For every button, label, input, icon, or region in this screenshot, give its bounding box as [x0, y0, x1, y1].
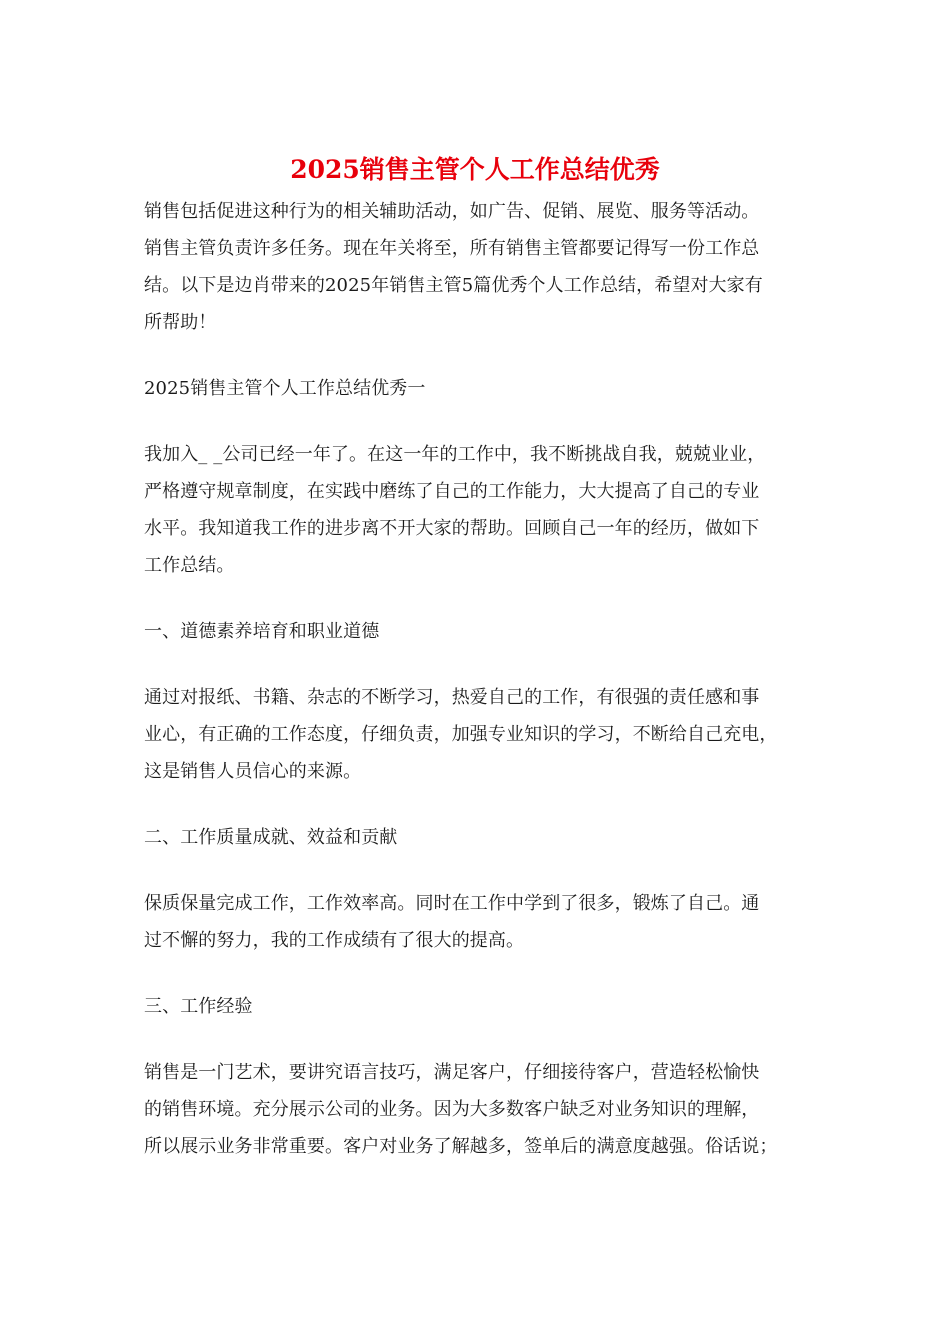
text-line: 三、工作经验 — [144, 996, 253, 1017]
text-line: 水平。我知道我工作的进步离不开大家的帮助。回顾自己一年的经历，做如下 — [144, 518, 760, 539]
text-line: 过不懈的努力，我的工作成绩有了很大的提高。 — [144, 930, 525, 951]
text-line: 业心，有正确的工作态度，仔细负责，加强专业知识的学习，不断给自己充电， — [144, 724, 778, 745]
text-line: 我加入_ _公司已经一年了。在这一年的工作中，我不断挑战自我，兢兢业业， — [144, 444, 766, 465]
text-line: 销售包括促进这种行为的相关辅助活动，如广告、促销、展览、服务等活动。 — [144, 201, 760, 222]
text-line: 工作总结。 — [144, 555, 235, 576]
document-title: 2025销售主管个人工作总结优秀 — [290, 155, 660, 184]
text-line: 保质保量完成工作，工作效率高。同时在工作中学到了很多，锻炼了自己。通 — [144, 893, 760, 914]
text-line: 一、道德素养培育和职业道德 — [144, 621, 380, 642]
section-heading — [144, 613, 808, 650]
body-paragraph — [144, 436, 808, 584]
text-line: 销售是一门艺术，要讲究语言技巧，满足客户，仔细接待客户，营造轻松愉快 — [144, 1062, 760, 1083]
text-line: 2025销售主管个人工作总结优秀一 — [144, 378, 426, 399]
text-line: 通过对报纸、书籍、杂志的不断学习，热爱自己的工作，有很强的责任感和事 — [144, 687, 760, 708]
body-paragraph — [144, 1054, 808, 1165]
text-line: 二、工作质量成就、效益和贡献 — [144, 827, 398, 848]
text-line: 所帮助！ — [144, 312, 217, 333]
text-line: 所以展示业务非常重要。客户对业务了解越多，签单后的满意度越强。俗话说； — [144, 1136, 778, 1157]
text-line: 结。以下是边肖带来的2025年销售主管5篇优秀个人工作总结，希望对大家有 — [144, 275, 763, 296]
text-line: 这是销售人员信心的来源。 — [144, 761, 362, 782]
body-paragraph — [144, 885, 808, 959]
section-heading — [144, 819, 808, 856]
intro-paragraph — [144, 193, 808, 341]
document-body — [144, 193, 808, 1165]
text-line: 销售主管负责许多任务。现在年关将至，所有销售主管都要记得写一份工作总 — [144, 238, 760, 259]
body-paragraph — [144, 679, 808, 790]
section-heading — [144, 370, 808, 407]
section-heading — [144, 988, 808, 1025]
text-line: 的销售环境。充分展示公司的业务。因为大多数客户缺乏对业务知识的理解， — [144, 1099, 760, 1120]
text-line: 严格遵守规章制度，在实践中磨练了自己的工作能力，大大提高了自己的专业 — [144, 481, 760, 502]
